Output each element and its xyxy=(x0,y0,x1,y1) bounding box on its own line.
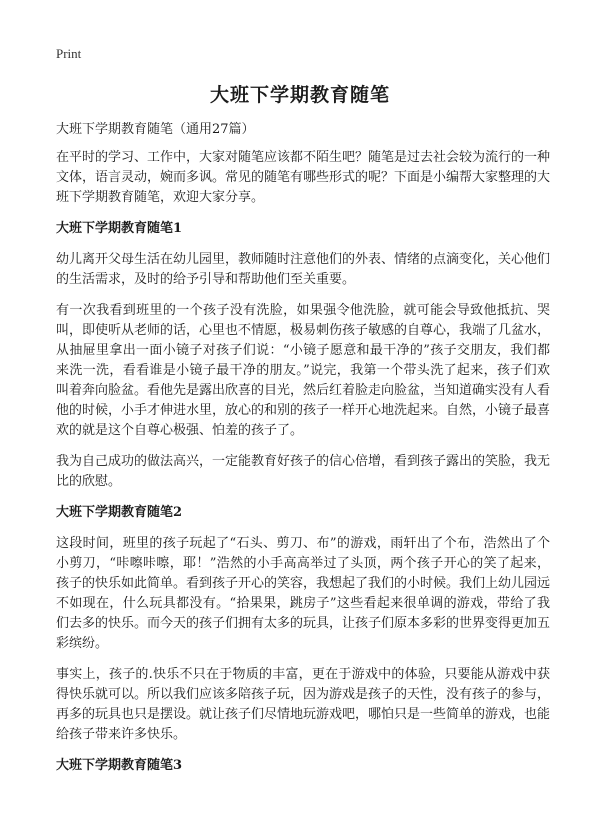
section-paragraph: 幼儿离开父母生活在幼儿园里，教师随时注意他们的外表、情绪的点滴变化，关心他们的生活需求，及时的给予引导和帮助他们至关重要。 xyxy=(56,252,551,287)
page-title: 大班下学期教育随笔 xyxy=(209,84,390,106)
section-heading: 大班下学期教育随笔2 xyxy=(56,505,183,520)
section-paragraph: 事实上，孩子的.快乐不只在于物质的丰富，更在于游戏中的体验，只要能从游戏中获得快乐就可以。所以我们应该多陪孩子玩，因为游戏是孩子的天性，没有孩子的参与，再多的玩具也只是摆设。就让孩子们尽情地玩游戏吧，哪怕只是一些简单的游戏，也能给孩子带来许多快乐。 xyxy=(56,667,551,742)
section-3 xyxy=(56,756,550,776)
print-link[interactable]: Print xyxy=(56,46,82,61)
section-paragraph: 我为自己成功的做法高兴，一定能教育好孩子的信心倍增，看到孩子露出的笑脸，我无比的欣慰。 xyxy=(56,454,551,489)
section-paragraph: 有一次我看到班里的一个孩子没有洗脸，如果强令他洗脸，就可能会导致他抵抗、哭叫，即使听从老师的话，心里也不情愿，极易刺伤孩子敏感的自尊心，我端了几盆水，从抽屉里拿出一面小镜子对孩子们说：“小镜子愿意和最干净的”孩子交朋友，我们都来洗一洗，看看谁是小镜子最干净的朋友。”说完，我第一个带头洗了起来，孩子们欢叫着奔向脸盆。看他先是露出欣喜的目光，然后红着脸走向脸盆，当知道确实没有人看他的时候，小手才伸进水里，放心的和别的孩子一样开心地洗起来。自然，小镜子最喜欢的就是这个自尊心极强、怕羞的孩子了。 xyxy=(56,303,551,438)
document-subtitle: 大班下学期教育随笔（通用27篇） xyxy=(56,122,255,137)
document-body xyxy=(56,120,550,787)
section-2 xyxy=(56,503,550,745)
section-heading: 大班下学期教育随笔3 xyxy=(56,758,183,773)
section-1 xyxy=(56,219,550,492)
section-heading: 大班下学期教育随笔1 xyxy=(56,221,183,236)
intro-paragraph: 在平时的学习、工作中，大家对随笔应该都不陌生吧？随笔是过去社会较为流行的一种文体，语言灵动，婉而多讽。常见的随笔有哪些形式的呢？下面是小编帮大家整理的大班下学期教育随笔，欢迎大家分享。 xyxy=(56,150,551,205)
section-paragraph: 这段时间，班里的孩子玩起了“石头、剪刀、布”的游戏，雨轩出了个布，浩然出了个小剪刀，“咔嚓咔嚓，耶！”浩然的小手高高举过了头顶，两个孩子开心的笑了起来，孩子的快乐如此简单。看到孩子开心的笑容，我想起了我们的小时候。我们上幼儿园远不如现在，什么玩具都没有。“拾果果，跳房子”这些看起来很单调的游戏，带给了我们去多的快乐。而今天的孩子们拥有太多的玩具，让孩子们原本多彩的世界变得更加五彩缤纷。 xyxy=(56,536,551,651)
